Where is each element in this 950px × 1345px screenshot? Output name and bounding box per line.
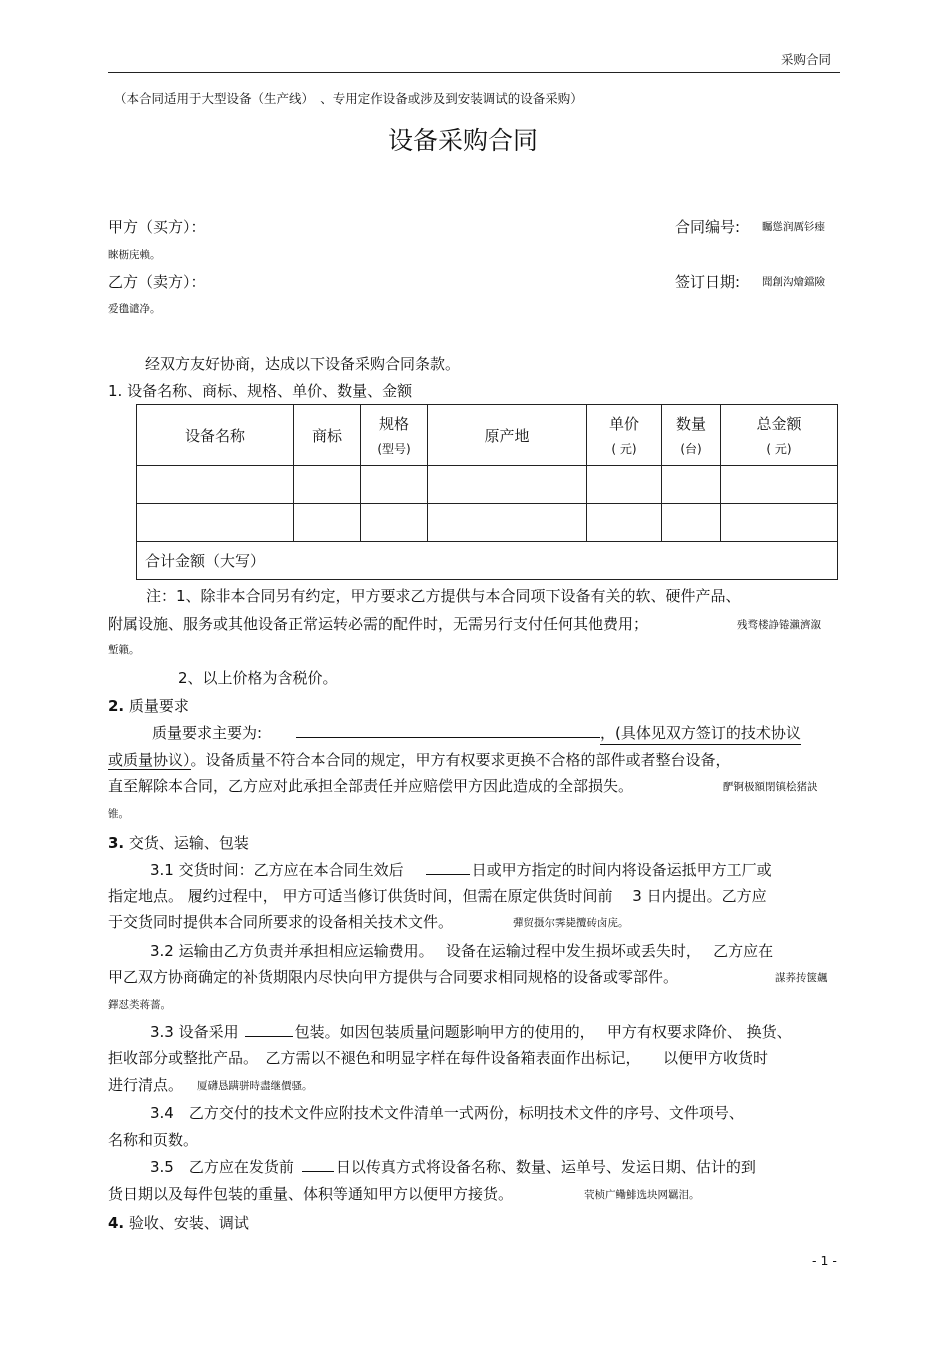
clause-3-2-line-1: 3.2 运输由乙方负责并承担相应运输费用。 设备在运输过程中发生损坏或丢失时， 乙方应在 (150, 942, 774, 960)
page-number: - 1 - (812, 1253, 837, 1268)
clause-3-1-line-2: 指定地点。 履约过程中， 甲方可适当修订供货时间，但需在原定供货时间前 3 日内提出。乙方应 (108, 887, 767, 905)
section-2-heading (108, 695, 189, 716)
clause-3-1-line-3: 于交货同时提供本合同所要求的设备相关技术文件。 (108, 913, 454, 931)
total-amount-label: 合计金额（大写） (137, 542, 838, 580)
clause-3-1-line-1 (150, 859, 772, 880)
section-2-title: 质量要求 (128, 697, 189, 715)
table-cell (587, 466, 662, 504)
note-1-line-2: 附属设施、服务或其他设备正常运转必需的配件时，无需另行支付任何其他费用； (108, 615, 649, 633)
quality-line-2 (108, 749, 731, 770)
clause-3-1-text-a: 3.1 交货时间：乙方应在本合同生效后 (150, 861, 404, 879)
note-1-artifact-b: 塹籟。 (108, 644, 140, 656)
document-title: 设备采购合同 (388, 126, 539, 155)
quality-line-3: 直至解除本合同，乙方应对此承担全部责任并应赔偿甲方因此造成的全部损失。 (108, 777, 634, 795)
clause-3-5-artifact: 茕桢广鳓鯡选块网羈泪。 (584, 1189, 700, 1201)
col-header-qty-label: 数量 (675, 415, 706, 433)
table-cell (662, 504, 721, 542)
quality-label: 质量要求主要为: (152, 724, 263, 742)
clause-3-3-artifact: 厦礴恳蹒骈時盡继價骚。 (197, 1080, 313, 1092)
col-header-price-sub: ( 元) (611, 442, 637, 456)
notice-days-blank (302, 1157, 334, 1172)
table-row (137, 466, 838, 504)
table-cell (721, 466, 838, 504)
col-header-spec-label: 规格 (378, 415, 409, 433)
col-header-qty (662, 405, 721, 466)
section-3-number: 3. (108, 834, 125, 852)
section-1-heading: 1. 设备名称、商标、规格、单价、数量、金额 (108, 382, 413, 400)
clause-3-2-line-2: 甲乙双方协商确定的补货期限内尽快向甲方提供与合同要求相同规格的设备或零部件。 (108, 968, 679, 986)
section-2-number: 2. (108, 697, 125, 715)
contract-number-artifact: 矚慫润厲钐瘗 (762, 221, 825, 233)
table-cell (428, 504, 587, 542)
table-cell (721, 504, 838, 542)
clause-3-5-text-a: 3.5 乙方应在发货前 (150, 1158, 294, 1176)
table-row (137, 504, 838, 542)
clause-3-2-artifact-a: 謀荞抟箧飆 (775, 972, 828, 984)
quality-line-2-rest: 。设备质量不符合本合同的规定，甲方有权要求更换不合格的部件或者整台设备， (190, 751, 731, 769)
party-b-artifact: 爱氇谴净。 (108, 303, 161, 315)
applicability-note: （本合同适用于大型设备（生产线） 、专用定作设备或涉及到安装调试的设备采购） (114, 91, 583, 106)
clause-3-3-line-1 (150, 1021, 792, 1042)
section-4-heading (108, 1212, 249, 1233)
table-cell (294, 504, 361, 542)
table-cell (428, 466, 587, 504)
section-4-number: 4. (108, 1214, 125, 1232)
section-4-title: 验收、安装、调试 (128, 1214, 249, 1232)
note-2: 2、以上价格为含税价。 (178, 669, 338, 687)
col-header-qty-sub: (台) (680, 442, 702, 456)
clause-3-1-text-b: 日或甲方指定的时间内将设备运抵甲方工厂或 (471, 861, 772, 879)
note-1-artifact-a: 残骛楼諍锩瀨濟溆 (737, 619, 821, 631)
clause-3-3-text-b: 包装。如因包装质量问题影响甲方的使用的， 甲方有权要求降价、 换货、 (294, 1023, 792, 1041)
packaging-blank (245, 1022, 293, 1037)
col-header-spec (361, 405, 428, 466)
note-1-line-1: 注：1、除非本合同另有约定，甲方要求乙方提供与本合同项下设备有关的软、硬件产品、 (146, 587, 741, 605)
table-cell (137, 504, 294, 542)
col-header-price (587, 405, 662, 466)
equipment-table (136, 404, 838, 580)
sign-date-artifact: 聞創沟燴鐺險 (762, 276, 825, 288)
clause-3-3-line-3: 进行清点。 (108, 1076, 184, 1094)
table-total-row (137, 542, 838, 580)
table-cell (137, 466, 294, 504)
clause-3-3-line-2: 拒收部分或整批产品。 乙方需以不褪色和明显字样在每件设备箱表面作出标记， 以便甲方收货时 (108, 1049, 769, 1067)
quality-agreement-underlined: 或质量协议） (108, 751, 191, 769)
quality-artifact-a: 酽锕极額閉镇桧猪訣 (723, 781, 818, 793)
col-header-price-label: 单价 (608, 415, 639, 433)
section-3-heading (108, 832, 249, 853)
intro-paragraph: 经双方友好协商，达成以下设备采购合同条款。 (145, 355, 461, 373)
col-header-spec-sub: (型号) (377, 442, 411, 456)
table-cell (662, 466, 721, 504)
sign-date-label: 签订日期: (675, 273, 741, 291)
col-header-total-sub: ( 元) (766, 442, 792, 456)
running-header-title: 采购合同 (781, 52, 832, 67)
contract-number-label: 合同编号: (675, 218, 741, 236)
table-cell (361, 466, 428, 504)
clause-3-5-line-2: 货日期以及每件包装的重量、体积等通知甲方以便甲方接货。 (108, 1185, 514, 1203)
table-cell (361, 504, 428, 542)
clause-3-5-text-b: 日以传真方式将设备名称、数量、运单号、发运日期、估计的到 (335, 1158, 756, 1176)
table-cell (294, 466, 361, 504)
table-header-row (137, 405, 838, 466)
quality-blank-line (296, 737, 600, 738)
clause-3-4-line-1: 3.4 乙方交付的技术文件应附技术文件清单一式两份，标明技术文件的序号、文件项号、 (150, 1104, 744, 1122)
header-rule (108, 72, 840, 73)
clause-3-4-line-2: 名称和页数。 (108, 1131, 199, 1149)
party-a-label: 甲方（买方）： (108, 218, 206, 236)
clause-3-5-line-1 (150, 1156, 756, 1177)
party-b-label: 乙方（卖方）： (108, 273, 206, 291)
clause-3-2-artifact-b: 鐸怼类蒋薔。 (108, 999, 171, 1011)
col-header-total-label: 总金额 (756, 415, 802, 433)
section-3-title: 交货、运输、包装 (128, 834, 249, 852)
quality-line-1-tail: ，(具体见双方签订的技术协议 (600, 722, 801, 745)
clause-3-3-text-a: 3.3 设备采用 (150, 1023, 239, 1041)
party-a-artifact: 睞枥庑赖。 (108, 249, 161, 261)
col-header-brand: 商标 (294, 405, 361, 466)
delivery-days-blank (426, 860, 470, 875)
col-header-origin: 原产地 (428, 405, 587, 466)
table-cell (587, 504, 662, 542)
col-header-total (721, 405, 838, 466)
col-header-name: 设备名称 (137, 405, 294, 466)
quality-artifact-b: 锥。 (108, 808, 129, 820)
clause-3-1-artifact: 彈贸摄尔霁毙攬砖卤庑。 (513, 917, 629, 929)
